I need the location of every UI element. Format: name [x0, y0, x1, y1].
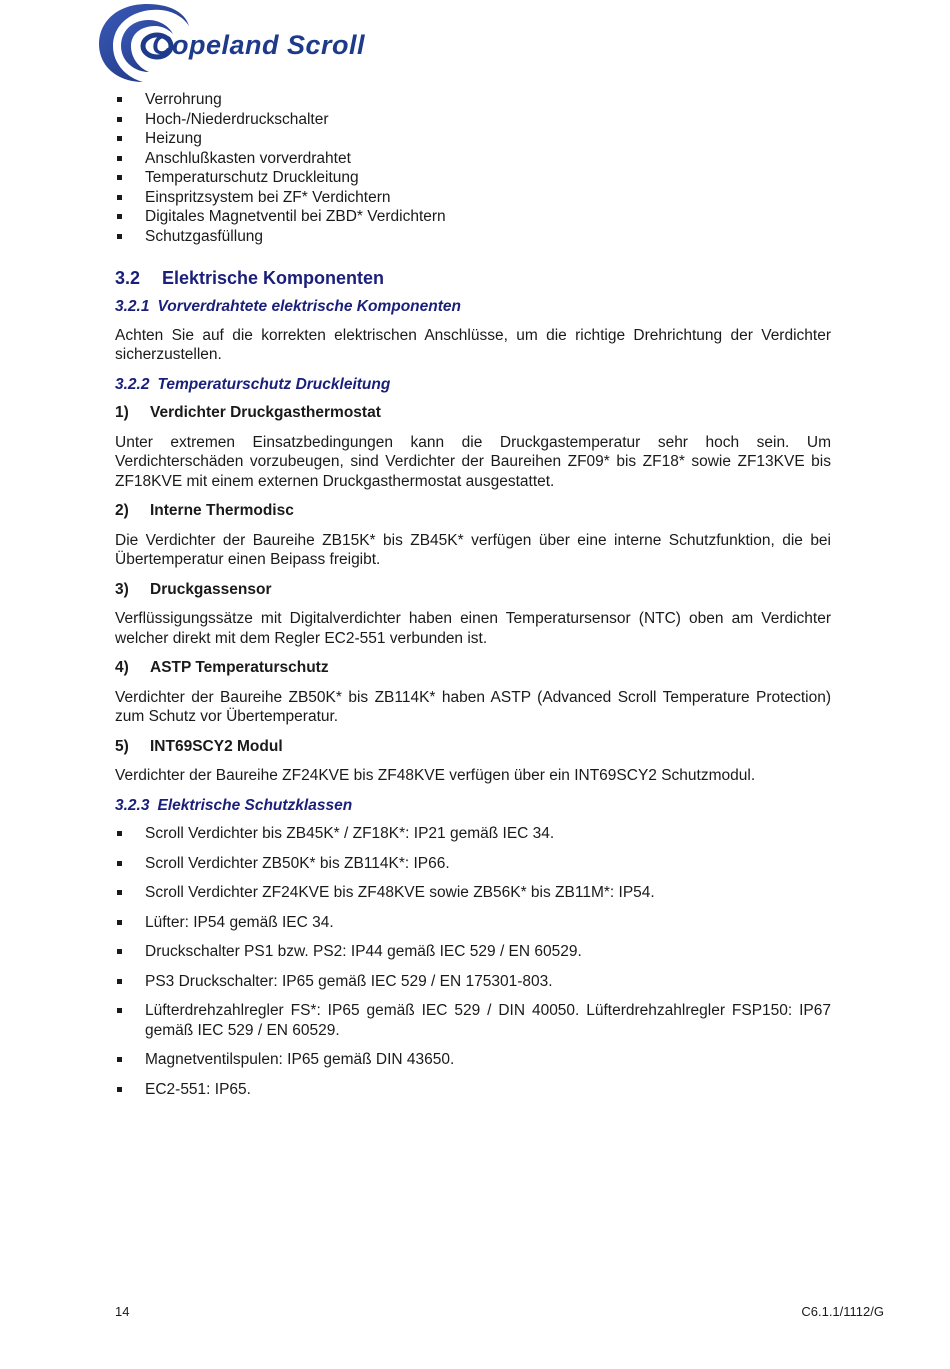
list-item: Anschlußkasten vorverdrahtet [115, 149, 831, 169]
list-item: Digitales Magnetventil bei ZBD* Verdichtern [115, 207, 831, 227]
list-item: Lüfter: IP54 gemäß IEC 34. [115, 913, 831, 933]
list-item: Scroll Verdichter ZF24KVE bis ZF48KVE sowie ZB56K* bis ZB11M*: IP54. [115, 883, 831, 903]
subsection-number: 3.2.1 [115, 298, 150, 315]
subsection-title: Elektrische Schutzklassen [157, 796, 353, 814]
item-heading [115, 580, 831, 600]
list-item: EC2-551: IP65. [115, 1080, 831, 1100]
list-item: Einspritzsystem bei ZF* Verdichtern [115, 188, 831, 208]
subsection-heading-3-2-2 [115, 375, 831, 395]
section-heading-3-2 [115, 267, 831, 289]
item-number: 4) [115, 659, 129, 676]
subsection-number: 3.2.3 [115, 796, 150, 814]
subsection-heading-3-2-3 [115, 796, 831, 816]
item-title: Verdichter Druckgasthermostat [150, 404, 381, 421]
paragraph: Verflüssigungssätze mit Digitalverdichter haben einen Temperatursensor (NTC) oben am Verdichter welcher direkt mit dem Regler EC2-551 verbunden ist. [115, 610, 831, 647]
equipment-list [115, 90, 831, 246]
paragraph: Verdichter der Baureihe ZF24KVE bis ZF48KVE verfügen über ein INT69SCY2 Schutzmodul. [115, 767, 756, 784]
page-content [115, 90, 831, 1109]
item-number: 5) [115, 737, 129, 755]
paragraph: Die Verdichter der Baureihe ZB15K* bis ZB45K* verfügen über eine interne Schutzfunktion, die bei Übertemperatur einen Beipass freigibt. [115, 531, 831, 568]
item-title: Interne Thermodisc [150, 502, 294, 519]
subsection-title: Vorverdrahtete elektrische Komponenten [157, 298, 461, 315]
item-heading [115, 501, 831, 521]
item-heading [115, 737, 831, 757]
list-item: Lüfterdrehzahlregler FS*: IP65 gemäß IEC 529 / DIN 40050. Lüfterdrehzahlregler FSP150: IP67 gemäß IEC 529 / EN 60529. [115, 1001, 831, 1040]
item-title: ASTP Temperaturschutz [150, 659, 329, 676]
item-title: INT69SCY2 Modul [150, 737, 283, 755]
document-code: C6.1.1/1112/G [801, 1304, 884, 1319]
section-number: 3.2 [115, 268, 141, 288]
logo-text: Copeland Scroll [152, 30, 366, 60]
paragraph: Achten Sie auf die korrekten elektrischen Anschlüsse, um die richtige Drehrichtung der Verdichter sicherzustellen. [115, 326, 831, 363]
list-item: Druckschalter PS1 bzw. PS2: IP44 gemäß IEC 529 / EN 60529. [115, 942, 831, 962]
item-heading [115, 403, 831, 423]
list-item: Scroll Verdichter ZB50K* bis ZB114K*: IP66. [115, 854, 831, 874]
list-item: Temperaturschutz Druckleitung [115, 168, 831, 188]
item-heading [115, 658, 831, 678]
list-item: Magnetventilspulen: IP65 gemäß DIN 43650. [115, 1050, 831, 1070]
item-title: Druckgassensor [150, 580, 272, 598]
list-item: Heizung [115, 129, 831, 149]
list-item: PS3 Druckschalter: IP65 gemäß IEC 529 / EN 175301-803. [115, 972, 831, 992]
section-title: Elektrische Komponenten [162, 268, 385, 288]
item-number: 1) [115, 404, 129, 421]
subsection-number: 3.2.2 [115, 375, 150, 393]
item-number: 2) [115, 502, 129, 519]
subsection-heading-3-2-1 [115, 297, 831, 317]
copeland-scroll-logo [97, 0, 415, 84]
list-item: Schutzgasfüllung [115, 227, 831, 247]
protection-class-list [115, 824, 831, 1099]
paragraph: Verdichter der Baureihe ZB50K* bis ZB114K* haben ASTP (Advanced Scroll Temperature Protection) zum Schutz vor Übertemperatur. [115, 688, 831, 725]
item-number: 3) [115, 580, 129, 598]
page-number: 14 [115, 1304, 130, 1319]
list-item: Scroll Verdichter bis ZB45K* / ZF18K*: IP21 gemäß IEC 34. [115, 824, 831, 844]
paragraph: Unter extremen Einsatzbedingungen kann die Druckgastemperatur sehr hoch sein. Um Verdichterschäden vorzubeugen, sind Verdichter der Baureihen ZF09* bis ZF18* sowie ZF13KVE bis ZF18KVE mit einem externen Druckgasthermostat ausgestattet. [115, 433, 831, 490]
list-item: Verrohrung [115, 90, 831, 110]
list-item: Hoch-/Niederdruckschalter [115, 110, 831, 130]
subsection-title: Temperaturschutz Druckleitung [157, 375, 391, 393]
